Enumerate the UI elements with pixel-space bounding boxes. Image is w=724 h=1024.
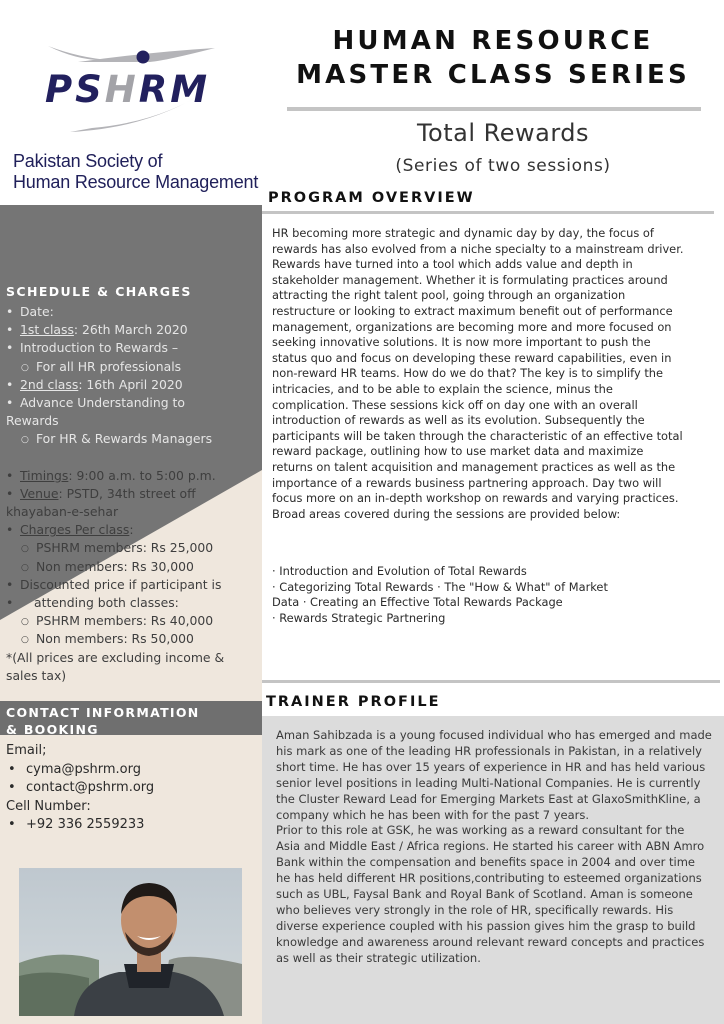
list-item-continued: Rewards xyxy=(6,413,59,429)
overview-heading: PROGRAM OVERVIEW xyxy=(268,190,475,206)
trainer-body xyxy=(276,728,712,967)
list-item: ○ PSHRM members: Rs 40,000 xyxy=(4,612,256,630)
list-item: • 2nd class: 16th April 2020 xyxy=(4,376,256,394)
list-item-continued: • attending both classes: xyxy=(4,594,256,612)
list-item: • Discounted price if participant is xyxy=(4,576,256,594)
list-item: • Date: xyxy=(4,303,256,321)
subtitle: Total Rewards xyxy=(416,119,590,147)
overview-divider xyxy=(262,211,714,214)
list-item: ○ Non members: Rs 50,000 xyxy=(4,630,256,648)
contact-heading-bar xyxy=(0,701,262,735)
email-label: Email; xyxy=(6,743,47,758)
list-item: • Charges Per class: xyxy=(4,521,256,539)
list-item: • Timings: 9:00 a.m. to 5:00 p.m. xyxy=(4,467,256,485)
list-item-continued: khayaban-e-sehar xyxy=(6,504,119,520)
list-item: · Categorizing Total Rewards · The "How & What" of Market xyxy=(272,579,608,594)
list-item: · Introduction and Evolution of Total Rewards xyxy=(272,564,527,578)
trainer-paragraph: Prior to this role at GSK, he was working as a reward consultant for the Asia and Middle East / Africa regions. He started his career with ABN Amro Bank within the compensation and benefits space in 2004 and over time he has held different HR positions,contributing to esteemed organizations such as UBL, Faysal Bank and Royal Bank of Scotland. Aman is someone who believes very strongly in the role of HR, specifically rewards. His diverse experience coupled with his passion gives him the grasp to build knowledge and awareness around relevant reward concepts and practices as well as their strategic utilization. xyxy=(276,823,705,965)
list-item: ○ For all HR professionals xyxy=(4,358,256,376)
list-item: • Advance Understanding to xyxy=(4,394,256,412)
phone-number: • +92 336 2559233 xyxy=(4,816,256,835)
price-note: sales tax) xyxy=(6,667,67,683)
list-item: ○ For HR & Rewards Managers xyxy=(4,430,256,448)
email-link[interactable]: • cyma@pshrm.org xyxy=(4,761,256,780)
subtitle-sessions: (Series of two sessions) xyxy=(395,156,611,176)
list-item: ○ Non members: Rs 30,000 xyxy=(4,558,256,576)
contact-heading: CONTACT INFORMATION & BOOKING xyxy=(6,705,200,735)
overview-topics xyxy=(272,564,684,626)
email-link[interactable]: • contact@pshrm.org xyxy=(4,779,256,798)
list-item: Data · Creating an Effective Total Rewards Package xyxy=(272,595,563,610)
overview-body: HR becoming more strategic and dynamic day by day, the focus of rewards has also evolved from a niche specialty to a mainstream driver. Rewards have turned into a tool which adds value and depth in stakeholder management. Whether it is formulating practices around attracting the right talent pool, going through an organization restructure or looking to extract maximum benefit out of performance management, organizations are becoming more and more focused on seeking innovative solutions. It is now more important to push the status quo and focus on developing these reward capabilities, even in non-reward HR teams. How do we do that? The key is to simplify the intricacies, and to be able to explain the science, minus the complication. These sessions kick off on day one with an overall introduction of rewards as well as its evolution. Subsequently the participants will be taken through the characteristic of an effective total reward package, outlining how to use market data and maximize returns on talent acquisition and management practices as well as the importance of a rewards business partnering approach. Day two will focus more on an in-depth workshop on rewards and varying practices. Broad areas covered during the sessions are provided below: xyxy=(272,226,684,521)
contact-list xyxy=(4,742,256,835)
trainer-paragraph: Aman Sahibzada is a young focused individual who has emerged and made his mark as one of the leading HR professionals in Pakistan, in a relatively short time. He has over 15 years of experience in HR and has held various senior level positions in leading Multi-National Companies. He is currently the Cluster Reward Lead for Emerging Markets East at GlaxoSmithKline, a company which he has been with for the past 7 years. xyxy=(276,728,712,822)
main-content xyxy=(262,0,724,1024)
page-title: HUMAN RESOURCE MASTER CLASS SERIES xyxy=(296,26,690,90)
trainer-photo xyxy=(19,868,242,1016)
left-sidebar xyxy=(0,0,262,1024)
trainer-top-divider xyxy=(262,680,720,683)
phone-label: Cell Number: xyxy=(6,798,91,814)
schedule-heading: SCHEDULE & CHARGES xyxy=(6,284,192,299)
list-item: · Rewards Strategic Partnering xyxy=(272,610,446,625)
title-divider xyxy=(287,107,701,111)
schedule-list xyxy=(4,303,256,685)
logo-wordmark: PSHRM xyxy=(45,68,211,111)
price-note: *(All prices are excluding income & xyxy=(6,649,225,665)
list-item: ○ PSHRM members: Rs 25,000 xyxy=(4,539,256,557)
organization-name: Pakistan Society of Human Resource Management xyxy=(13,151,259,192)
trainer-heading: TRAINER PROFILE xyxy=(266,694,441,710)
list-item: • Introduction to Rewards – xyxy=(4,339,256,357)
list-item: • Venue: PSTD, 34th street off xyxy=(4,485,256,503)
list-item: • 1st class: 26th March 2020 xyxy=(4,321,256,339)
